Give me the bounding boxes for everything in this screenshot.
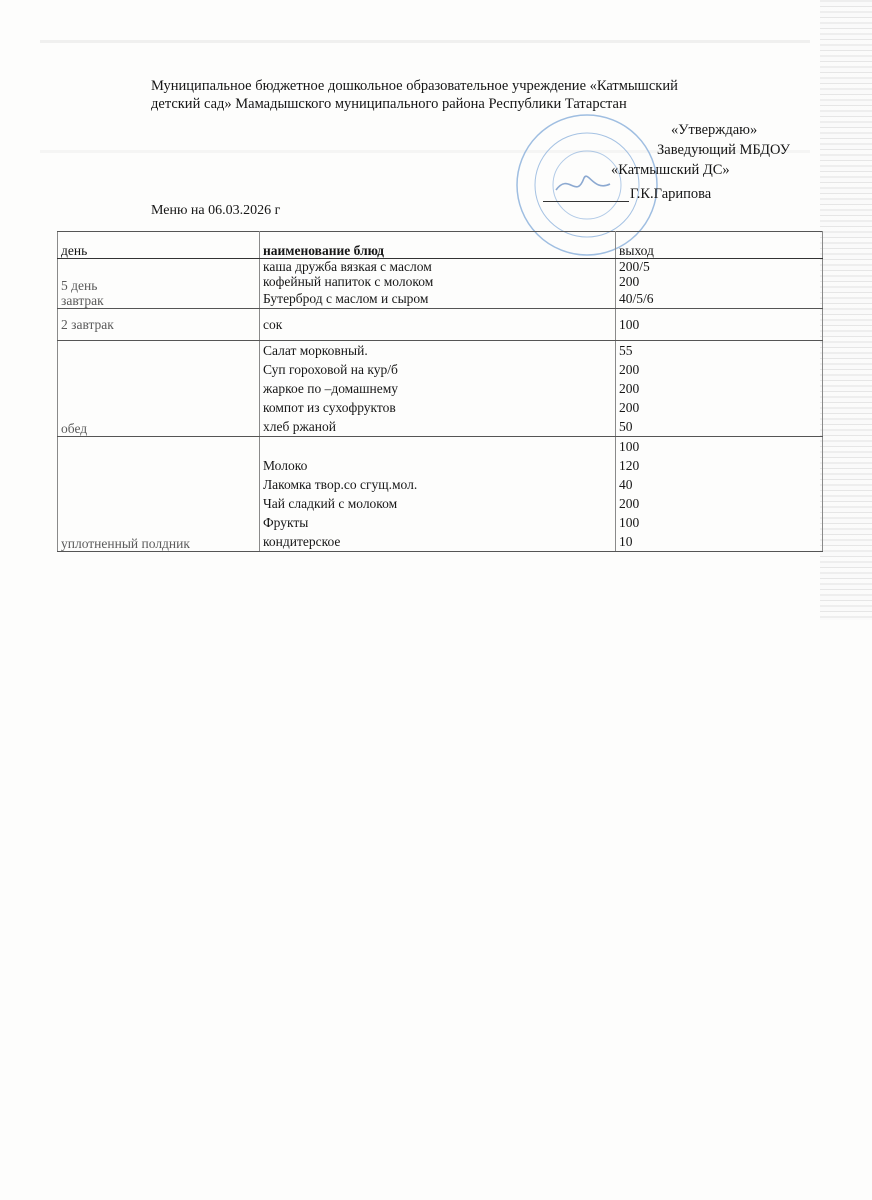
portion-item: 200/5 (619, 259, 650, 274)
meal-label-cell (58, 437, 260, 552)
portion-cell (616, 341, 823, 437)
approval-title: «Утверждаю» (671, 122, 758, 138)
portion-item: 120 (619, 458, 640, 473)
portion-item: 40 (619, 477, 633, 492)
institution-line-2: детский сад» Мамадышского муниципального района Республики Татарстан (151, 96, 627, 112)
dish-cell (260, 437, 616, 552)
dish-item: Чай сладкий с молоком (263, 496, 398, 511)
approval-signatory: Г.К.Гарипова (630, 186, 712, 202)
table-row (58, 259, 823, 309)
scan-noise-edge (820, 0, 872, 620)
dish-item: Молоко (263, 458, 308, 473)
portion-item: 100 (619, 515, 640, 530)
dish-item: жаркое по –домашнему (263, 381, 399, 396)
portion-item: 200 (619, 400, 640, 415)
table-row (58, 341, 823, 437)
header-portion: выход (616, 232, 823, 259)
meal-label-cell (58, 309, 260, 341)
approval-organization: «Катмышский ДС» (611, 162, 730, 178)
meal-label-cell (58, 341, 260, 437)
portion-cell (616, 437, 823, 552)
meal-label-cell (58, 259, 260, 309)
dish-item: Лакомка твор.со сгущ.мол. (263, 477, 418, 492)
institution-line-1: Муниципальное бюджетное дошкольное образовательное учреждение «Катмышский (151, 78, 678, 94)
menu-date: Меню на 06.03.2026 г (151, 203, 281, 218)
institution-header (151, 77, 801, 113)
dish-item: Салат морковный. (263, 343, 368, 358)
approval-position: Заведующий МБДОУ (657, 142, 790, 158)
portion-item: 200 (619, 362, 640, 377)
portion-item: 200 (619, 381, 640, 396)
menu-table (57, 231, 823, 552)
dish-item: сок (263, 317, 283, 332)
meal-label: 2 завтрак (61, 317, 114, 332)
header-dish: наименование блюд (260, 232, 616, 259)
dish-item: хлеб ржаной (263, 419, 336, 434)
dish-item: кофейный напиток с молоком (263, 274, 434, 289)
portion-item: 100 (619, 439, 640, 454)
portion-item: 55 (619, 343, 633, 358)
signature-line (543, 201, 629, 202)
header-day: день (58, 232, 260, 259)
dish-cell (260, 309, 616, 341)
portion-item: 40/5/6 (619, 291, 654, 306)
portion-item: 10 (619, 534, 633, 549)
portion-item: 200 (619, 274, 640, 289)
dish-cell (260, 259, 616, 309)
meal-label: завтрак (61, 293, 104, 308)
meal-label: обед (61, 421, 88, 436)
dish-item: компот из сухофруктов (263, 400, 396, 415)
dish-item: кондитерское (263, 534, 341, 549)
dish-item: Суп гороховой на кур/б (263, 362, 398, 377)
portion-item: 50 (619, 419, 633, 434)
dish-cell (260, 341, 616, 437)
dish-item: Фрукты (263, 515, 309, 530)
portion-item: 100 (619, 317, 640, 332)
dish-item: Бутерброд с маслом и сыром (263, 291, 429, 306)
portion-item: 200 (619, 496, 640, 511)
meal-label: уплотненный полдник (61, 536, 190, 551)
day-label: 5 день (61, 278, 98, 293)
table-row (58, 309, 823, 341)
scan-noise-band (40, 40, 810, 43)
dish-item: каша дружба вязкая с маслом (263, 259, 432, 274)
table-row (58, 437, 823, 552)
portion-cell (616, 309, 823, 341)
portion-cell (616, 259, 823, 309)
